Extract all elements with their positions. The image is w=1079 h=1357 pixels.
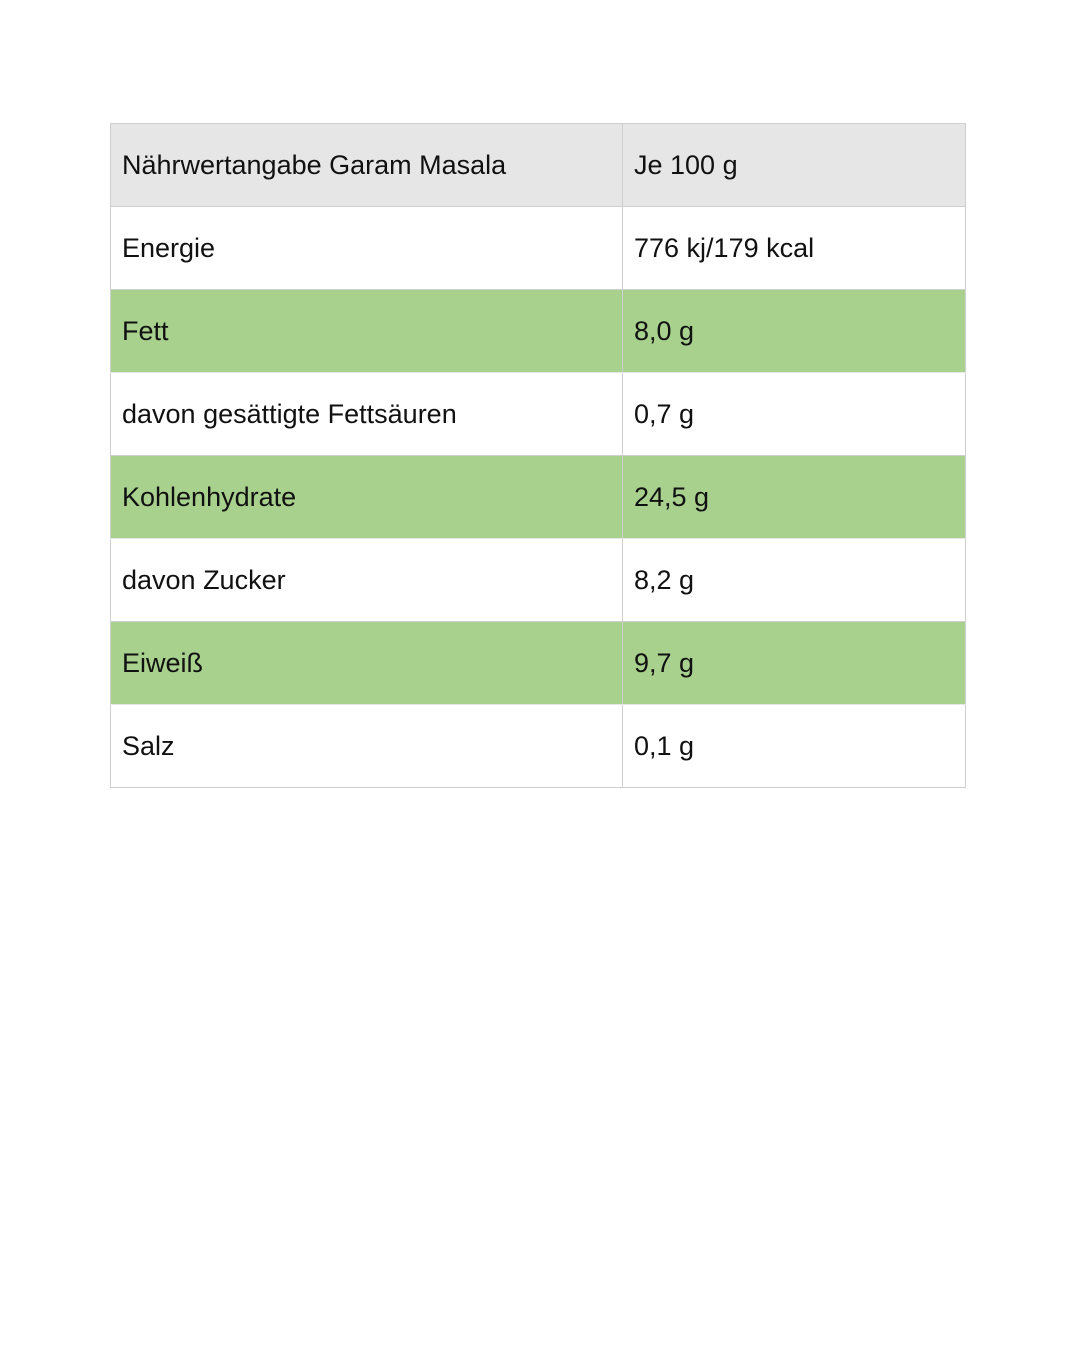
row-value: 0,1 g <box>623 705 966 788</box>
row-value: 776 kj/179 kcal <box>623 207 966 290</box>
row-label: davon Zucker <box>111 539 623 622</box>
nutrition-table <box>110 123 966 788</box>
table-row-salz <box>111 705 966 788</box>
row-label: Energie <box>111 207 623 290</box>
table-row-energie <box>111 207 966 290</box>
table-row-kohlenhydrate <box>111 456 966 539</box>
row-value: 8,0 g <box>623 290 966 373</box>
header-value-cell: Je 100 g <box>623 124 966 207</box>
header-label-cell: Nährwertangabe Garam Masala <box>111 124 623 207</box>
row-value: 0,7 g <box>623 373 966 456</box>
row-label: Fett <box>111 290 623 373</box>
table-row-gesaettigte-fettsaeuren <box>111 373 966 456</box>
table-header-row <box>111 124 966 207</box>
row-label: Salz <box>111 705 623 788</box>
row-value: 8,2 g <box>623 539 966 622</box>
row-value: 24,5 g <box>623 456 966 539</box>
table-row-fett <box>111 290 966 373</box>
row-label: Eiweiß <box>111 622 623 705</box>
table-row-zucker <box>111 539 966 622</box>
row-value: 9,7 g <box>623 622 966 705</box>
row-label: davon gesättigte Fettsäuren <box>111 373 623 456</box>
table-row-eiweiss <box>111 622 966 705</box>
row-label: Kohlenhydrate <box>111 456 623 539</box>
